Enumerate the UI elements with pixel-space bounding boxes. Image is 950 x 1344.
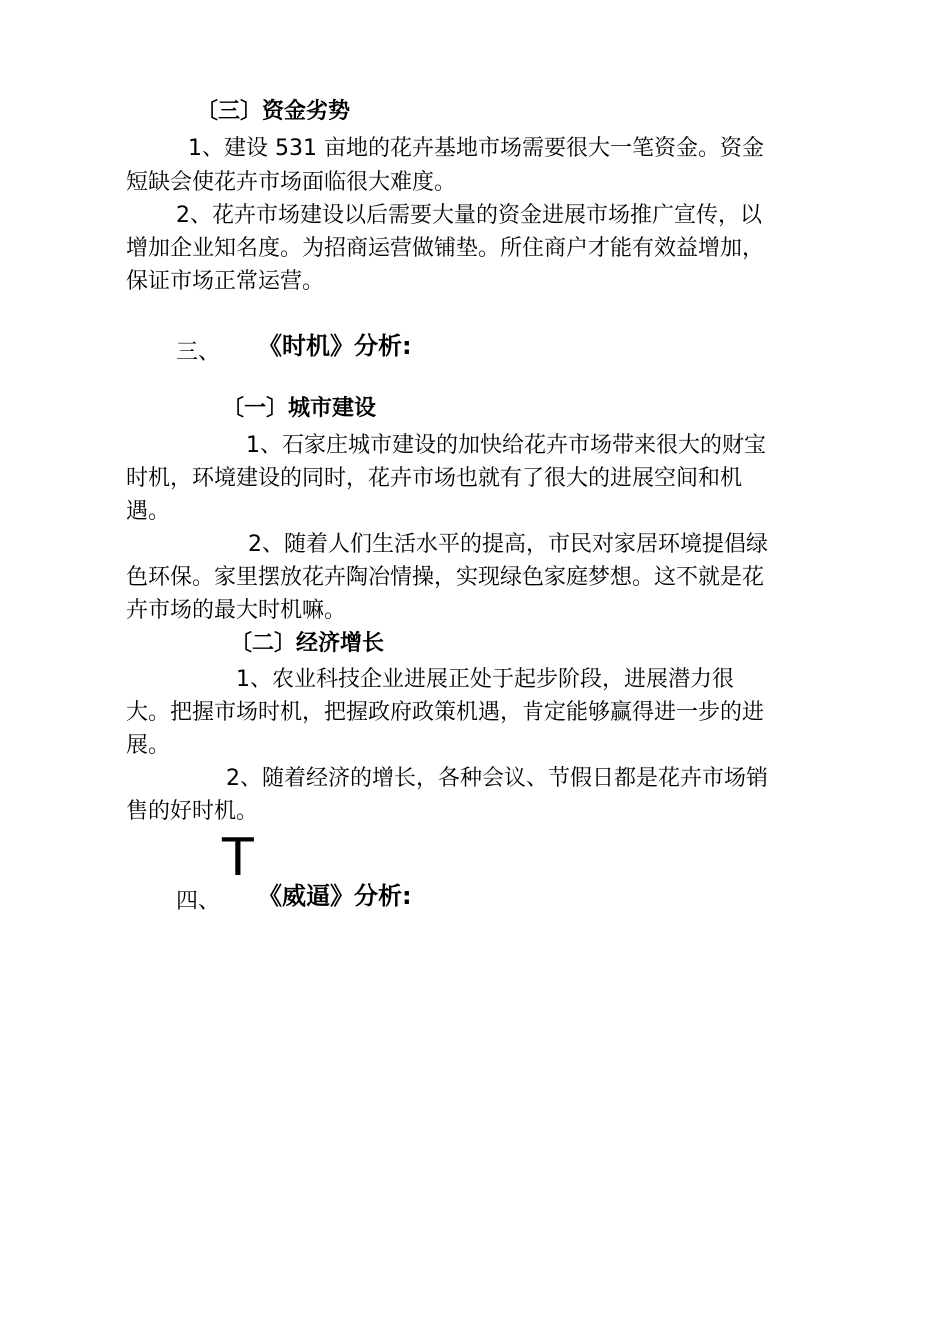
section-title-opportunity: 《时机》分析: [258, 332, 412, 360]
paragraph-line: 售的好时机。 [126, 799, 259, 824]
subsection-heading-economic-growth: 〔二〕经济增长 [230, 631, 385, 656]
paragraph-line: 大。把握市场时机，把握政府政策机遇，肯定能够赢得进一步的进 [126, 700, 765, 725]
paragraph-line: 2、随着经济的增长，各种会议、节假日都是花卉市场销 [226, 766, 768, 791]
section-number-three: 三、 [176, 340, 221, 365]
paragraph-line: 展。 [126, 733, 171, 758]
subsection-heading-urban-construction: 〔一〕城市建设 [222, 396, 377, 421]
paragraph-line: 遇。 [126, 499, 171, 524]
paragraph-line: 1、农业科技企业进展正处于起步阶段，进展潜力很 [236, 667, 734, 692]
text-cursor-icon: T [222, 828, 254, 888]
paragraph-line: 短缺会使花卉市场面临很大难度。 [126, 170, 457, 195]
paragraph-line: 增加企业知名度。为招商运营做铺垫。所住商户才能有效益增加， [126, 236, 765, 261]
section-number-four: 四、 [176, 889, 221, 914]
section-title-threat: 《威逼》分析: [258, 882, 412, 910]
paragraph-line: 时机，环境建设的同时，花卉市场也就有了很大的进展空间和机 [126, 466, 743, 491]
paragraph-line: 卉市场的最大时机嘛。 [126, 598, 347, 623]
paragraph-line: 2、花卉市场建设以后需要大量的资金进展市场推广宣传，以 [176, 203, 762, 228]
paragraph-line: 色环保。家里摆放花卉陶冶情操，实现绿色家庭梦想。这不就是花 [126, 565, 765, 590]
paragraph-line: 1、石家庄城市建设的加快给花卉市场带来很大的财宝 [246, 433, 766, 458]
paragraph-line: 保证市场正常运营。 [126, 269, 325, 294]
section-heading-capital-disadvantage: 〔三〕资金劣势 [196, 99, 351, 124]
paragraph-line: 1、建设 531 亩地的花卉基地市场需要很大一笔资金。资金 [188, 136, 764, 161]
paragraph-line: 2、随着人们生活水平的提高，市民对家居环境提倡绿 [248, 532, 768, 557]
